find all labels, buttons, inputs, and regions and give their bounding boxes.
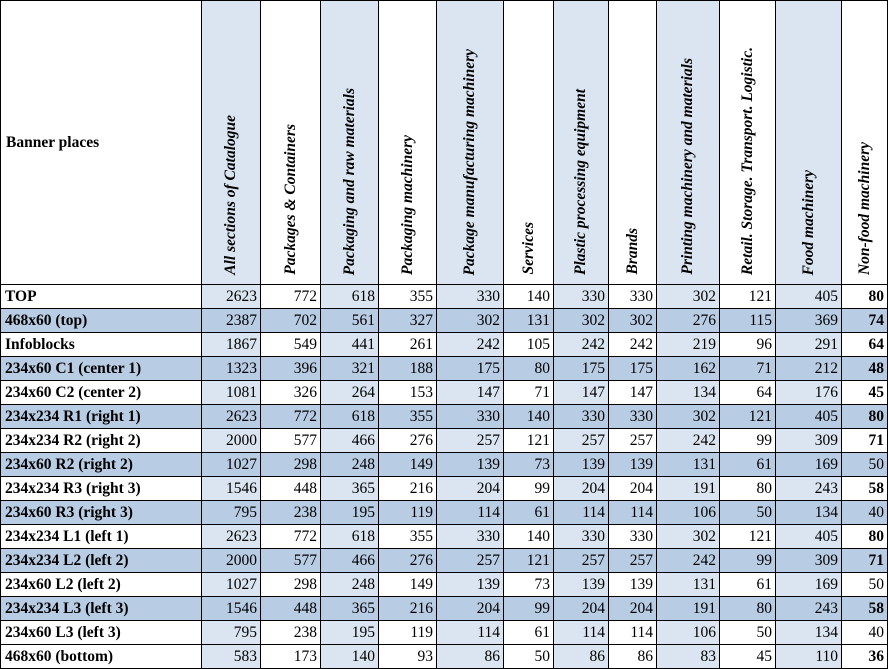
table-cell: 2623 — [202, 525, 261, 549]
table-row — [1, 621, 888, 645]
table-cell: 1546 — [202, 477, 261, 501]
table-cell: 618 — [321, 405, 379, 429]
table-cell: 58 — [842, 597, 888, 621]
table-cell: 302 — [657, 525, 720, 549]
table-cell: 618 — [321, 285, 379, 309]
table-row — [1, 477, 888, 501]
table-cell: 216 — [379, 597, 437, 621]
table-cell: 302 — [657, 405, 720, 429]
table-cell: 86 — [609, 645, 657, 669]
row-label: 234x60 R3 (right 3) — [1, 501, 202, 525]
column-header-label: Services — [519, 222, 537, 275]
column-header — [379, 1, 437, 285]
table-cell: 169 — [776, 453, 842, 477]
table-cell: 147 — [554, 381, 609, 405]
table-cell: 80 — [842, 525, 888, 549]
table-cell: 1867 — [202, 333, 261, 357]
table-row — [1, 429, 888, 453]
table-cell: 121 — [720, 405, 776, 429]
table-cell: 257 — [437, 549, 504, 573]
table-cell: 173 — [261, 645, 321, 669]
table-cell: 169 — [776, 573, 842, 597]
table-cell: 71 — [842, 549, 888, 573]
table-cell: 139 — [609, 453, 657, 477]
table-cell: 238 — [261, 621, 321, 645]
table-cell: 795 — [202, 621, 261, 645]
table-cell: 114 — [437, 501, 504, 525]
table-cell: 121 — [720, 525, 776, 549]
table-row — [1, 333, 888, 357]
table-cell: 396 — [261, 357, 321, 381]
table-cell: 45 — [720, 645, 776, 669]
table-cell: 50 — [720, 501, 776, 525]
table-cell: 134 — [776, 621, 842, 645]
table-cell: 204 — [437, 477, 504, 501]
column-header-label: Packaging and raw materials — [340, 87, 358, 275]
table-cell: 96 — [720, 333, 776, 357]
table-cell: 93 — [379, 645, 437, 669]
table-body — [1, 285, 888, 669]
table-cell: 298 — [261, 573, 321, 597]
column-header-label: Plastic processing equipment — [572, 89, 589, 275]
column-header — [261, 1, 321, 285]
table-cell: 330 — [609, 405, 657, 429]
table-cell: 119 — [379, 501, 437, 525]
table-cell: 577 — [261, 549, 321, 573]
table-cell: 61 — [720, 453, 776, 477]
table-cell: 73 — [504, 573, 554, 597]
table-cell: 772 — [261, 285, 321, 309]
row-label: 234x234 L2 (left 2) — [1, 549, 202, 573]
table-cell: 36 — [842, 645, 888, 669]
row-label: 234x60 L3 (left 3) — [1, 621, 202, 645]
table-cell: 561 — [321, 309, 379, 333]
table-cell: 134 — [657, 381, 720, 405]
table-cell: 248 — [321, 453, 379, 477]
header-row — [1, 1, 888, 285]
column-header-label: Printing machinery and materials — [679, 58, 696, 275]
table-cell: 330 — [554, 525, 609, 549]
table-cell: 175 — [554, 357, 609, 381]
table-cell: 330 — [609, 285, 657, 309]
table-cell: 147 — [437, 381, 504, 405]
table-cell: 355 — [379, 285, 437, 309]
table-cell: 291 — [776, 333, 842, 357]
table-cell: 71 — [720, 357, 776, 381]
table-cell: 330 — [609, 525, 657, 549]
table-cell: 1546 — [202, 597, 261, 621]
table-cell: 242 — [437, 333, 504, 357]
table-cell: 86 — [554, 645, 609, 669]
table-cell: 2387 — [202, 309, 261, 333]
table-cell: 276 — [379, 429, 437, 453]
table-cell: 302 — [437, 309, 504, 333]
table-cell: 139 — [609, 573, 657, 597]
table-cell: 365 — [321, 477, 379, 501]
table-cell: 73 — [504, 453, 554, 477]
table-cell: 242 — [609, 333, 657, 357]
table-cell: 188 — [379, 357, 437, 381]
table-cell: 153 — [379, 381, 437, 405]
table-cell: 61 — [504, 501, 554, 525]
table-cell: 405 — [776, 285, 842, 309]
table-cell: 583 — [202, 645, 261, 669]
table-cell: 795 — [202, 501, 261, 525]
table-row — [1, 453, 888, 477]
table-cell: 40 — [842, 621, 888, 645]
table-cell: 139 — [437, 453, 504, 477]
table-cell: 195 — [321, 621, 379, 645]
table-cell: 2623 — [202, 405, 261, 429]
table-cell: 176 — [776, 381, 842, 405]
table-cell: 577 — [261, 429, 321, 453]
column-header-label: All sections of Catalogue — [222, 115, 239, 275]
table-cell: 191 — [657, 597, 720, 621]
table-row — [1, 381, 888, 405]
row-label: 234x60 R2 (right 2) — [1, 453, 202, 477]
table-cell: 261 — [379, 333, 437, 357]
table-cell: 149 — [379, 573, 437, 597]
row-label: 234x234 R1 (right 1) — [1, 405, 202, 429]
column-header — [202, 1, 261, 285]
row-label: 234x234 L1 (left 1) — [1, 525, 202, 549]
column-header — [504, 1, 554, 285]
table-cell: 204 — [609, 477, 657, 501]
table-cell: 257 — [437, 429, 504, 453]
table-cell: 405 — [776, 525, 842, 549]
column-header — [437, 1, 504, 285]
table-cell: 61 — [720, 573, 776, 597]
row-label: Infoblocks — [1, 333, 202, 357]
table-cell: 216 — [379, 477, 437, 501]
table-cell: 80 — [504, 357, 554, 381]
table-cell: 86 — [437, 645, 504, 669]
table-cell: 50 — [842, 453, 888, 477]
row-label: 234x234 L3 (left 3) — [1, 597, 202, 621]
table-cell: 772 — [261, 405, 321, 429]
column-header — [842, 1, 888, 285]
table-cell: 61 — [504, 621, 554, 645]
table-cell: 99 — [504, 597, 554, 621]
table-cell: 114 — [554, 501, 609, 525]
table-cell: 276 — [657, 309, 720, 333]
table-cell: 121 — [720, 285, 776, 309]
column-header-label: Packaging machinery — [398, 135, 416, 275]
table-cell: 302 — [609, 309, 657, 333]
table-cell: 242 — [657, 549, 720, 573]
table-cell: 58 — [842, 477, 888, 501]
table-cell: 105 — [504, 333, 554, 357]
column-header — [720, 1, 776, 285]
table-cell: 121 — [504, 549, 554, 573]
table-cell: 191 — [657, 477, 720, 501]
row-label: 468x60 (bottom) — [1, 645, 202, 669]
table-row — [1, 357, 888, 381]
table-cell: 71 — [842, 429, 888, 453]
table-cell: 175 — [609, 357, 657, 381]
table-cell: 195 — [321, 501, 379, 525]
table-cell: 1323 — [202, 357, 261, 381]
row-label: 234x234 R2 (right 2) — [1, 429, 202, 453]
table-cell: 99 — [720, 429, 776, 453]
table-cell: 2000 — [202, 549, 261, 573]
table-row — [1, 405, 888, 429]
table-cell: 238 — [261, 501, 321, 525]
row-label: TOP — [1, 285, 202, 309]
table-cell: 355 — [379, 525, 437, 549]
table-cell: 1027 — [202, 573, 261, 597]
table-cell: 114 — [609, 621, 657, 645]
table-cell: 50 — [842, 573, 888, 597]
table-cell: 441 — [321, 333, 379, 357]
table-cell: 466 — [321, 549, 379, 573]
table-cell: 140 — [504, 525, 554, 549]
table-cell: 140 — [504, 405, 554, 429]
table-cell: 48 — [842, 357, 888, 381]
table-row — [1, 309, 888, 333]
table-cell: 369 — [776, 309, 842, 333]
table-cell: 248 — [321, 573, 379, 597]
table-cell: 74 — [842, 309, 888, 333]
table-cell: 45 — [842, 381, 888, 405]
table-cell: 204 — [554, 597, 609, 621]
column-header-label: Retail. Storage. Transport. Logistic. — [738, 46, 756, 275]
table-cell: 264 — [321, 381, 379, 405]
table-cell: 448 — [261, 597, 321, 621]
table-cell: 257 — [609, 549, 657, 573]
table-cell: 618 — [321, 525, 379, 549]
table-cell: 549 — [261, 333, 321, 357]
table-cell: 365 — [321, 597, 379, 621]
table-cell: 257 — [609, 429, 657, 453]
table-cell: 114 — [609, 501, 657, 525]
table-cell: 64 — [720, 381, 776, 405]
table-cell: 149 — [379, 453, 437, 477]
table-cell: 71 — [504, 381, 554, 405]
table-cell: 131 — [504, 309, 554, 333]
table-cell: 326 — [261, 381, 321, 405]
table-cell: 115 — [720, 309, 776, 333]
table-cell: 330 — [437, 405, 504, 429]
table-cell: 1081 — [202, 381, 261, 405]
table-cell: 40 — [842, 501, 888, 525]
table-cell: 80 — [720, 477, 776, 501]
column-header — [776, 1, 842, 285]
table-row — [1, 285, 888, 309]
table-cell: 330 — [437, 285, 504, 309]
row-label: 234x60 C1 (center 1) — [1, 357, 202, 381]
table-cell: 243 — [776, 477, 842, 501]
table-cell: 302 — [657, 285, 720, 309]
table-row — [1, 597, 888, 621]
table-cell: 466 — [321, 429, 379, 453]
row-label: 234x60 L2 (left 2) — [1, 573, 202, 597]
table-cell: 242 — [554, 333, 609, 357]
table-cell: 405 — [776, 405, 842, 429]
column-header-label: Packages & Containers — [281, 124, 299, 275]
column-header — [321, 1, 379, 285]
table-cell: 448 — [261, 477, 321, 501]
table-cell: 106 — [657, 621, 720, 645]
table-cell: 175 — [437, 357, 504, 381]
table-row — [1, 549, 888, 573]
table-cell: 355 — [379, 405, 437, 429]
column-header-label: Brands — [623, 228, 641, 275]
column-header-label: Non-food machinery — [855, 141, 873, 275]
table-cell: 147 — [609, 381, 657, 405]
table-cell: 330 — [554, 405, 609, 429]
table-cell: 204 — [437, 597, 504, 621]
table-row — [1, 501, 888, 525]
column-header-label: Package manufacturing machinery — [461, 48, 478, 275]
table-cell: 309 — [776, 429, 842, 453]
table-cell: 204 — [609, 597, 657, 621]
table-row — [1, 573, 888, 597]
table-cell: 276 — [379, 549, 437, 573]
table-cell: 50 — [720, 621, 776, 645]
table-cell: 204 — [554, 477, 609, 501]
table-cell: 327 — [379, 309, 437, 333]
table-row — [1, 645, 888, 669]
table-cell: 212 — [776, 357, 842, 381]
table-cell: 1027 — [202, 453, 261, 477]
table-cell: 106 — [657, 501, 720, 525]
table-cell: 134 — [776, 501, 842, 525]
table-cell: 83 — [657, 645, 720, 669]
table-cell: 298 — [261, 453, 321, 477]
table-cell: 2000 — [202, 429, 261, 453]
table-cell: 139 — [554, 573, 609, 597]
table-cell: 257 — [554, 549, 609, 573]
table-cell: 99 — [504, 477, 554, 501]
column-header-label: Food machinery — [799, 169, 817, 275]
table-cell: 243 — [776, 597, 842, 621]
table-row — [1, 525, 888, 549]
table-cell: 139 — [437, 573, 504, 597]
table-cell: 80 — [842, 405, 888, 429]
table-cell: 110 — [776, 645, 842, 669]
column-header — [609, 1, 657, 285]
table-cell: 162 — [657, 357, 720, 381]
table-cell: 302 — [554, 309, 609, 333]
table-cell: 2623 — [202, 285, 261, 309]
table-cell: 99 — [720, 549, 776, 573]
table-cell: 257 — [554, 429, 609, 453]
row-label: 234x60 C2 (center 2) — [1, 381, 202, 405]
table-cell: 119 — [379, 621, 437, 645]
table-cell: 702 — [261, 309, 321, 333]
table-cell: 219 — [657, 333, 720, 357]
table-cell: 330 — [554, 285, 609, 309]
table-cell: 140 — [504, 285, 554, 309]
corner-label: Banner places — [1, 1, 202, 285]
table-cell: 772 — [261, 525, 321, 549]
table-cell: 131 — [657, 573, 720, 597]
table-cell: 114 — [437, 621, 504, 645]
table-cell: 242 — [657, 429, 720, 453]
table-cell: 139 — [554, 453, 609, 477]
table-cell: 50 — [504, 645, 554, 669]
table-cell: 114 — [554, 621, 609, 645]
table-cell: 140 — [321, 645, 379, 669]
table-cell: 80 — [842, 285, 888, 309]
row-label: 234x234 R3 (right 3) — [1, 477, 202, 501]
table-cell: 121 — [504, 429, 554, 453]
table-cell: 131 — [657, 453, 720, 477]
table-cell: 330 — [437, 525, 504, 549]
column-header — [554, 1, 609, 285]
column-header — [657, 1, 720, 285]
table-cell: 80 — [720, 597, 776, 621]
row-label: 468x60 (top) — [1, 309, 202, 333]
table-cell: 64 — [842, 333, 888, 357]
table-cell: 309 — [776, 549, 842, 573]
table-cell: 321 — [321, 357, 379, 381]
